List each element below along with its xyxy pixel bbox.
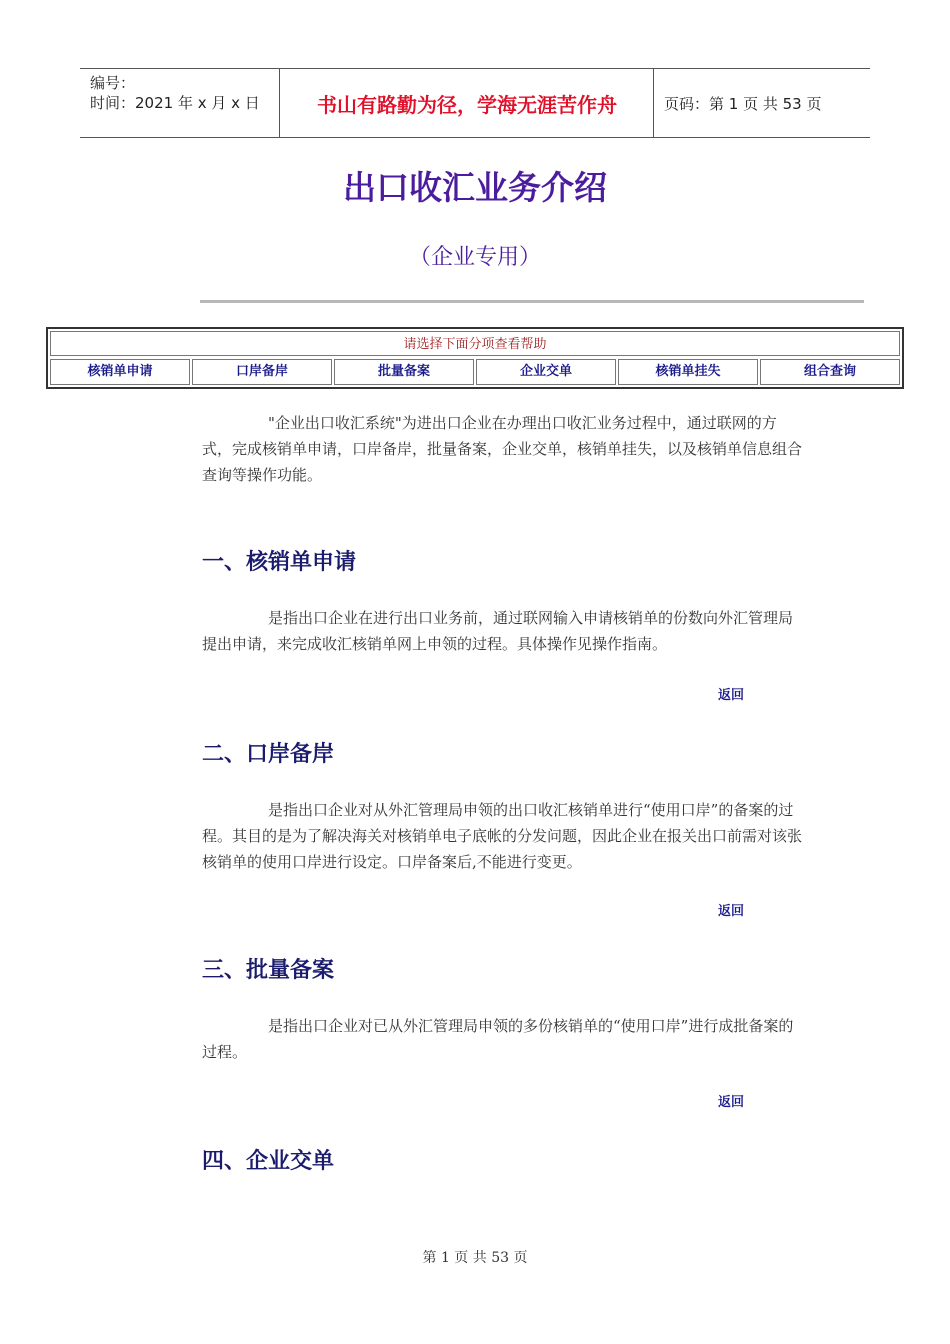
intro-paragraph xyxy=(202,410,806,488)
nav-link-batch-record[interactable]: 批量备案 xyxy=(334,359,474,385)
back-link-1[interactable]: 返回 xyxy=(718,688,745,703)
number-label: 编号： xyxy=(90,74,136,92)
header-meta xyxy=(80,69,280,137)
help-prompt: 请选择下面分项查看帮助 xyxy=(50,331,900,356)
divider xyxy=(200,300,864,303)
help-nav-table xyxy=(46,327,904,389)
section-body-1 xyxy=(202,605,806,657)
section-text-3: 是指出口企业对已从外汇管理局申领的多份核销单的“使用口岸”进行成批备案的过程。 xyxy=(202,1017,794,1061)
nav-link-verification-apply[interactable]: 核销单申请 xyxy=(50,359,190,385)
back-link-3[interactable]: 返回 xyxy=(718,1095,745,1110)
help-nav-tabs xyxy=(50,359,900,385)
intro-text: "企业出口收汇系统"为进出口企业在办理出口收汇业务过程中，通过联网的方式，完成核销单申请，口岸备岸，批量备案，企业交单，核销单挂失，以及核销单信息组合查询等操作功能。 xyxy=(202,414,803,484)
page-subtitle: （企业专用） xyxy=(408,245,541,270)
section-heading-3: 三、批量备案 xyxy=(202,958,335,983)
section-heading-4: 四、企业交单 xyxy=(202,1149,335,1174)
nav-link-enterprise-submit[interactable]: 企业交单 xyxy=(476,359,616,385)
page-footer: 第 1 页 共 53 页 xyxy=(422,1250,528,1266)
nav-link-port-record[interactable]: 口岸备岸 xyxy=(192,359,332,385)
section-body-3 xyxy=(202,1013,806,1065)
back-link-2[interactable]: 返回 xyxy=(718,904,745,919)
nav-link-combined-query[interactable]: 组合查询 xyxy=(760,359,900,385)
nav-link-report-loss[interactable]: 核销单挂失 xyxy=(618,359,758,385)
section-text-2: 是指出口企业对从外汇管理局申领的出口收汇核销单进行“使用口岸”的备案的过程。其目的是为了解决海关对核销单电子底帐的分发问题，因此企业在报关出口前需对该张核销单的使用口岸进行设定。口岸备案后,不能进行变更。 xyxy=(202,801,803,871)
time-label: 时间：2021 年 x 月 x 日 xyxy=(90,94,260,112)
section-text-1: 是指出口企业在进行出口业务前，通过联网输入申请核销单的份数向外汇管理局提出申请，来完成收汇核销单网上申领的过程。具体操作见操作指南。 xyxy=(202,609,794,653)
section-heading-1: 一、核销单申请 xyxy=(202,550,357,575)
page-header xyxy=(80,68,870,138)
page-title: 出口收汇业务介绍 xyxy=(343,168,607,207)
section-heading-2: 二、口岸备岸 xyxy=(202,742,335,767)
header-motto: 书山有路勤为径，学海无涯苦作舟 xyxy=(281,69,654,137)
section-body-2 xyxy=(202,797,806,875)
header-page-info: 页码：第 1 页 共 53 页 xyxy=(664,94,822,113)
